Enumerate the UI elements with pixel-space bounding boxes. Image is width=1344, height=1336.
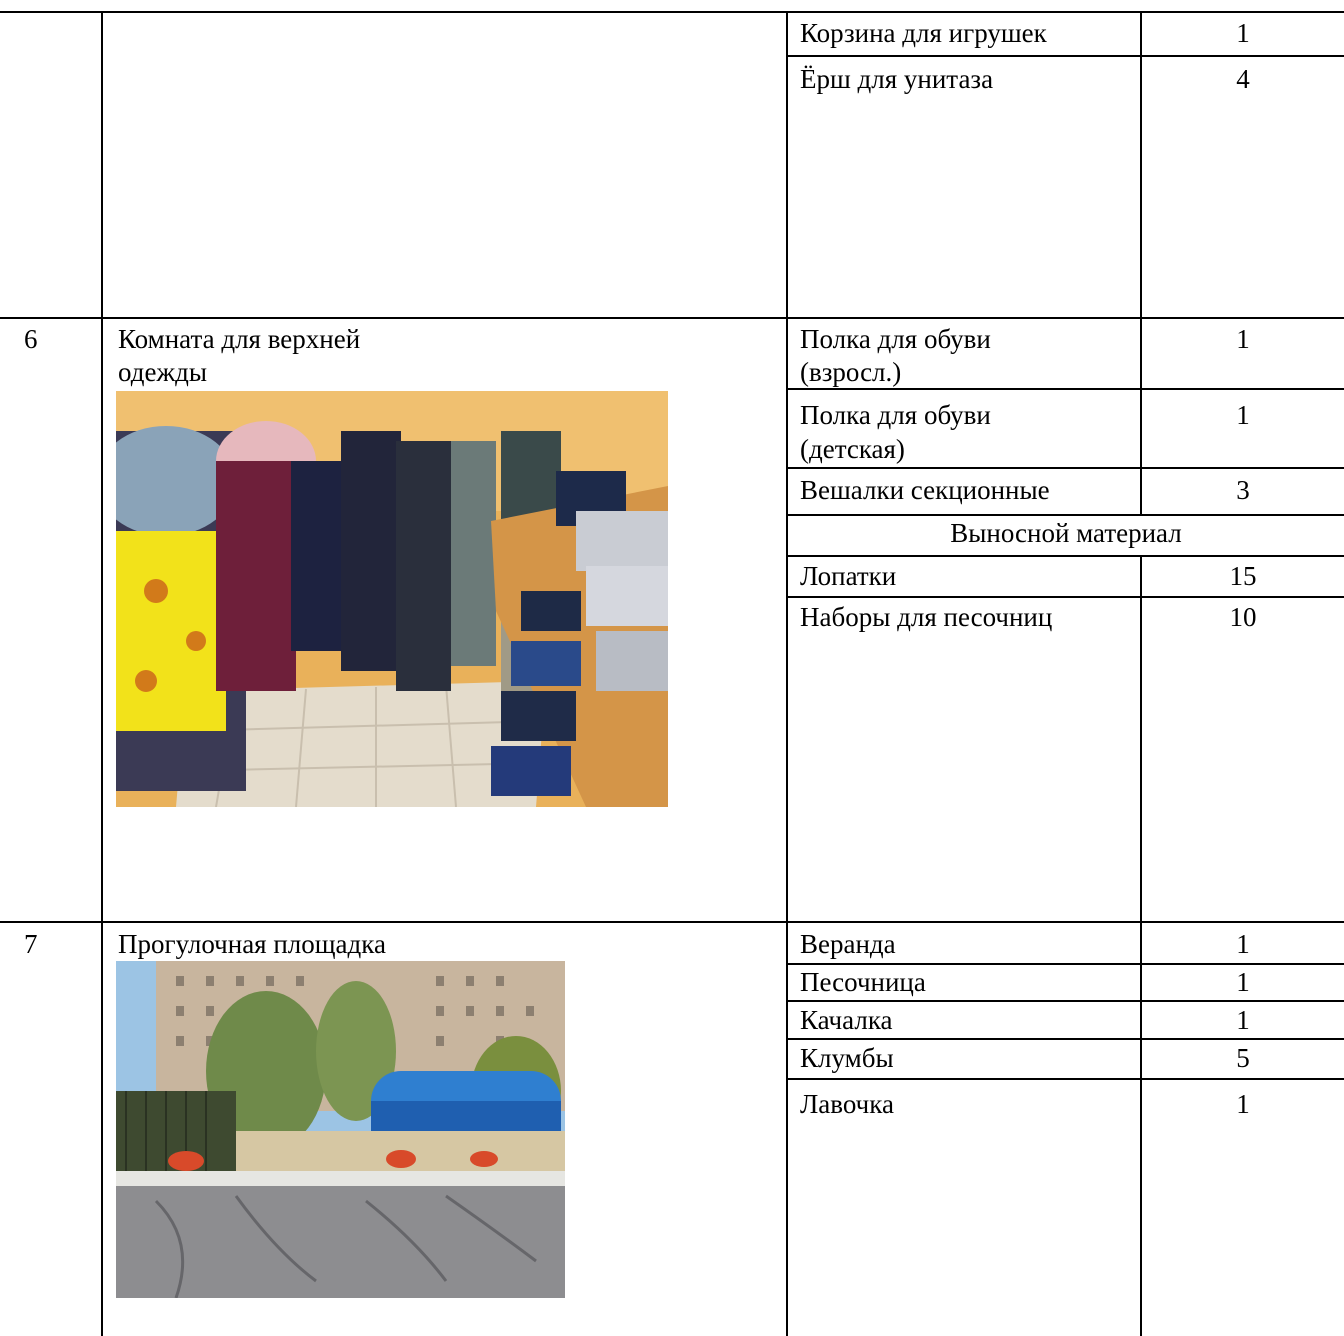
row-divider [0, 317, 1344, 319]
item-qty: 15 [1229, 561, 1257, 591]
row-divider [786, 514, 1344, 516]
item-qty: 1 [1236, 1005, 1250, 1035]
playground-photo [116, 961, 565, 1298]
item-name: Полка для обуви [800, 400, 991, 430]
item-qty: 1 [1236, 1089, 1250, 1119]
item-name: Лопатки [800, 561, 897, 591]
cloakroom-photo [116, 391, 668, 807]
row-divider [786, 963, 1344, 965]
item-name: Ёрш для унитаза [800, 64, 994, 94]
item-name: Качалка [800, 1005, 893, 1035]
item-name: Наборы для песочниц [800, 602, 1053, 632]
column-divider [786, 11, 788, 1336]
item-qty: 1 [1236, 967, 1250, 997]
item-name: Веранда [800, 929, 896, 959]
item-name: Вешалки секционные [800, 475, 1050, 505]
item-name: (детская) [800, 434, 905, 464]
item-qty: 3 [1236, 475, 1250, 505]
item-qty: 10 [1229, 602, 1257, 632]
table-border-left [101, 11, 103, 1336]
row-number: 7 [24, 929, 38, 959]
item-qty: 1 [1236, 929, 1250, 959]
row-divider [0, 921, 1344, 923]
item-name: Песочница [800, 967, 926, 997]
item-qty: 1 [1236, 400, 1250, 430]
item-name: Полка для обуви [800, 324, 991, 354]
room-name: Комната для верхней [118, 324, 361, 354]
row-divider [786, 467, 1344, 469]
row-divider [786, 596, 1344, 598]
row-divider [786, 55, 1344, 57]
room-name: одежды [118, 357, 207, 387]
item-name: (взросл.) [800, 357, 902, 387]
item-name: Корзина для игрушек [800, 18, 1047, 48]
section-header: Выносной материал [950, 518, 1182, 548]
row-divider [786, 1000, 1344, 1002]
item-qty: 1 [1236, 324, 1250, 354]
item-name: Лавочка [800, 1089, 894, 1119]
item-qty: 1 [1236, 18, 1250, 48]
item-qty: 5 [1236, 1043, 1250, 1073]
row-divider [786, 1078, 1344, 1080]
row-divider [786, 1038, 1344, 1040]
row-number: 6 [24, 324, 38, 354]
row-divider [786, 555, 1344, 557]
item-name: Клумбы [800, 1043, 894, 1073]
room-name: Прогулочная площадка [118, 929, 386, 959]
item-qty: 4 [1236, 64, 1250, 94]
row-divider [786, 388, 1344, 390]
table-border-top [0, 11, 1344, 13]
